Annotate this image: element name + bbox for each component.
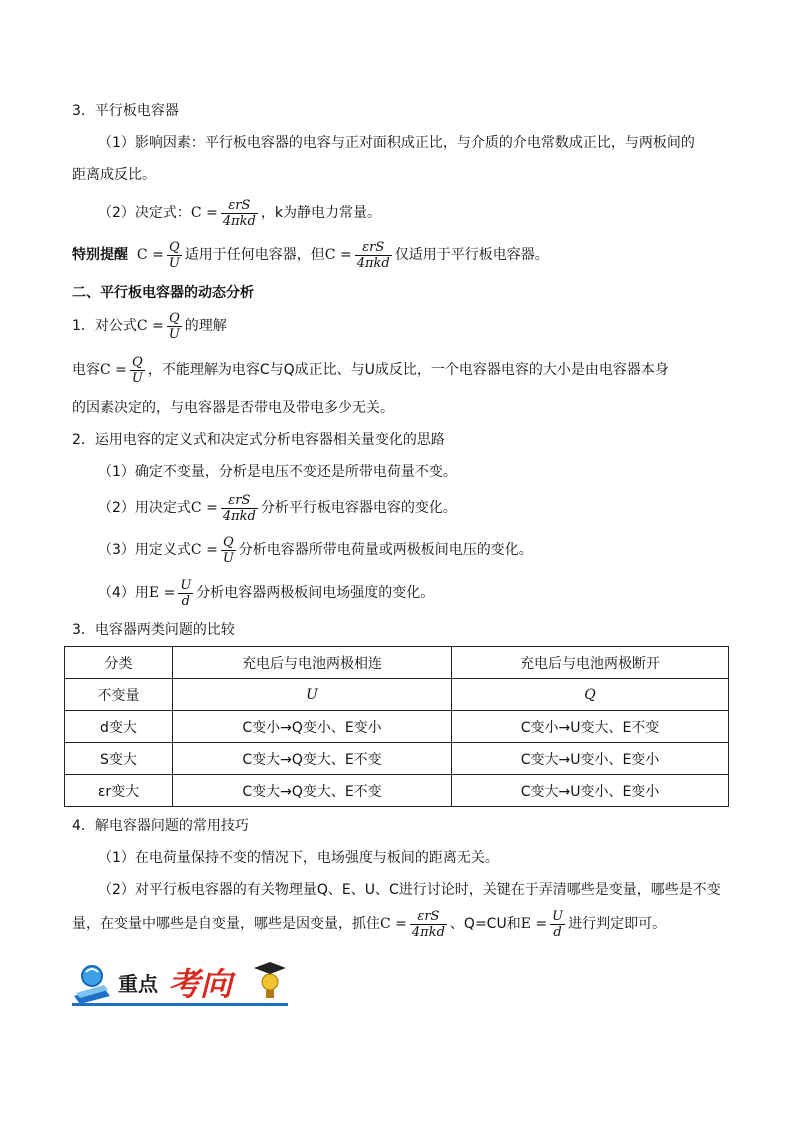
s1-prefix: 1．对公式: [72, 318, 137, 334]
s2-item-3-prefix: （3）用定义式: [98, 542, 191, 558]
fraction-numerator: Q: [167, 311, 182, 327]
formula-c-eq: C =: [190, 205, 218, 221]
formula-c-eq: C =: [100, 362, 127, 378]
fraction-numerator: Q: [130, 355, 145, 371]
fraction-denominator: d: [181, 593, 190, 609]
formula-capacitance-determinant: [355, 240, 392, 271]
formula-capacitance-definition: [167, 240, 182, 271]
formula-c-eq: C =: [324, 247, 352, 263]
s3-item-2-prefix: （2）决定式：: [98, 205, 191, 221]
s2-item-4-suffix: 分析电容器两极板间电场强度的变化。: [196, 585, 435, 601]
table-cell: C变小→U变大、E不变: [452, 711, 729, 743]
logo-underline: [72, 1003, 288, 1006]
formula-c-eq: C =: [380, 916, 407, 932]
s2-item-3: [98, 532, 750, 568]
cap-text-a: ，不能理解为电容C与Q成正比、与U成反比，一个电容器电容的大小是由电容器本身: [147, 362, 669, 378]
fraction-numerator: εrS: [355, 240, 392, 256]
table-header-cell: 分类: [65, 647, 173, 679]
table-row: [65, 743, 729, 775]
tip-label: 特别提醒: [72, 247, 128, 263]
fraction-denominator: d: [553, 924, 562, 940]
table-cell: 不变量: [65, 679, 173, 711]
book-icon: [74, 966, 110, 1004]
fraction-numerator: U: [552, 908, 564, 924]
section-3-title: 3．平行板电容器: [72, 103, 179, 119]
formula-e-eq: E =: [148, 585, 176, 601]
fraction-denominator: 4πkd: [222, 508, 256, 524]
table-cell: C变大→U变小、E变小: [452, 775, 729, 807]
formula-capacitance-definition: [167, 311, 182, 342]
table-cell: C变小→Q变小、E变小: [173, 711, 452, 743]
s2-item-1: （1）确定不变量，分析是电压不变还是所带电荷量不变。: [98, 464, 457, 480]
s2-item-4: [98, 575, 750, 611]
fraction-denominator: U: [131, 370, 143, 386]
formula-e-eq: E =: [520, 916, 548, 932]
key-direction-logo: [70, 958, 288, 1006]
capacitance-paragraph-line-1: [72, 352, 724, 388]
fraction-denominator: 4πkd: [356, 255, 390, 271]
formula-c-eq: C =: [136, 318, 164, 334]
formula-capacitance-determinant: [221, 198, 258, 229]
formula-c-eq: C =: [136, 247, 164, 263]
formula-field-strength: [550, 909, 565, 940]
formula-c-eq: C =: [190, 542, 218, 558]
formula-c-eq: C =: [190, 500, 218, 516]
s3-item-2: [98, 195, 750, 231]
table-header-cell: 充电后与电池两极断开: [452, 647, 729, 679]
logo-text-right: 考向: [168, 965, 233, 1003]
table-cell: C变大→U变小、E变小: [452, 743, 729, 775]
formula-capacitance-determinant: [410, 909, 447, 940]
tip-mid: 适用于任何电容器，但: [184, 247, 325, 263]
logo-text-left: 重点: [118, 972, 158, 996]
s1-suffix: 的理解: [184, 318, 227, 334]
fraction-denominator: U: [168, 255, 180, 271]
s3-item-1-line-2: 距离成反比。: [72, 167, 156, 183]
table-cell: Q: [452, 679, 729, 711]
fraction-denominator: 4πkd: [222, 213, 256, 229]
s3-item-1-line-1: （1）影响因素：平行板电容器的电容与正对面积成正比，与介质的介电常数成正比，与两板间的: [98, 135, 695, 151]
fraction-numerator: Q: [167, 240, 182, 256]
formula-capacitance-definition: [221, 535, 236, 566]
s4-item-2-line-2: [72, 906, 724, 942]
s4-item-1: （1）在电荷量保持不变的情况下，电场强度与板间的距离无关。: [98, 850, 499, 866]
table-cell: εr变大: [65, 775, 173, 807]
s2-item-3-suffix: 分析电容器所带电荷量或两极板间电压的变化。: [238, 542, 533, 558]
table-cell: U: [173, 679, 452, 711]
graduate-icon: [254, 962, 286, 998]
table-row: [65, 711, 729, 743]
fraction-numerator: εrS: [410, 909, 447, 925]
fraction-numerator: U: [180, 577, 192, 593]
s4-title: 4．解电容器问题的常用技巧: [72, 818, 249, 834]
s3-item-2-suffix: ，k为静电力常量。: [260, 205, 381, 221]
table-row: [65, 679, 729, 711]
s2-title: 2．运用电容的定义式和决定式分析电容器相关量变化的思路: [72, 432, 445, 448]
capacitance-paragraph-line-2: 的因素决定的，与电容器是否带电及带电多少无关。: [72, 400, 394, 416]
s4-item-2-line-1: （2）对平行板电容器的有关物理量Q、E、U、C进行讨论时，关键在于弄清哪些是变量，哪些是不变: [98, 882, 721, 898]
s2-item-2-suffix: 分析平行板电容器电容的变化。: [260, 500, 457, 516]
tip-end: 仅适用于平行板电容器。: [394, 247, 549, 263]
s2-item-2-prefix: （2）用决定式: [98, 500, 191, 516]
s4-item-2-prefix: 量，在变量中哪些是自变量，哪些是因变量，抓住: [72, 916, 380, 932]
comparison-table: [64, 646, 729, 807]
table-cell: d变大: [65, 711, 173, 743]
formula-field-strength: [178, 578, 193, 609]
fraction-numerator: Q: [221, 535, 236, 551]
table-cell: S变大: [65, 743, 173, 775]
fraction-denominator: U: [168, 326, 180, 342]
cap-prefix: 电容: [72, 362, 100, 378]
table-cell: C变大→Q变大、E不变: [173, 775, 452, 807]
s4-item-2-suffix: 进行判定即可。: [568, 916, 667, 932]
table-header-cell: 充电后与电池两极相连: [173, 647, 452, 679]
fraction-numerator: εrS: [221, 493, 258, 509]
s2-item-2: [98, 490, 750, 526]
formula-capacitance-determinant: [221, 493, 258, 524]
s1-title: [72, 308, 724, 344]
s4-item-2-mid: 、Q=CU和: [449, 916, 521, 932]
s2-item-4-prefix: （4）用: [98, 585, 149, 601]
table-row: [65, 775, 729, 807]
special-tip: [72, 237, 724, 273]
formula-capacitance-definition: [130, 355, 145, 386]
table-cell: C变大→Q变大、E不变: [173, 743, 452, 775]
fraction-denominator: 4πkd: [411, 924, 445, 940]
section-2-heading: 二、平行板电容器的动态分析: [72, 285, 254, 301]
s3b-title: 3．电容器两类问题的比较: [72, 622, 235, 638]
fraction-numerator: εrS: [221, 198, 258, 214]
table-header-row: [65, 647, 729, 679]
fraction-denominator: U: [222, 550, 234, 566]
